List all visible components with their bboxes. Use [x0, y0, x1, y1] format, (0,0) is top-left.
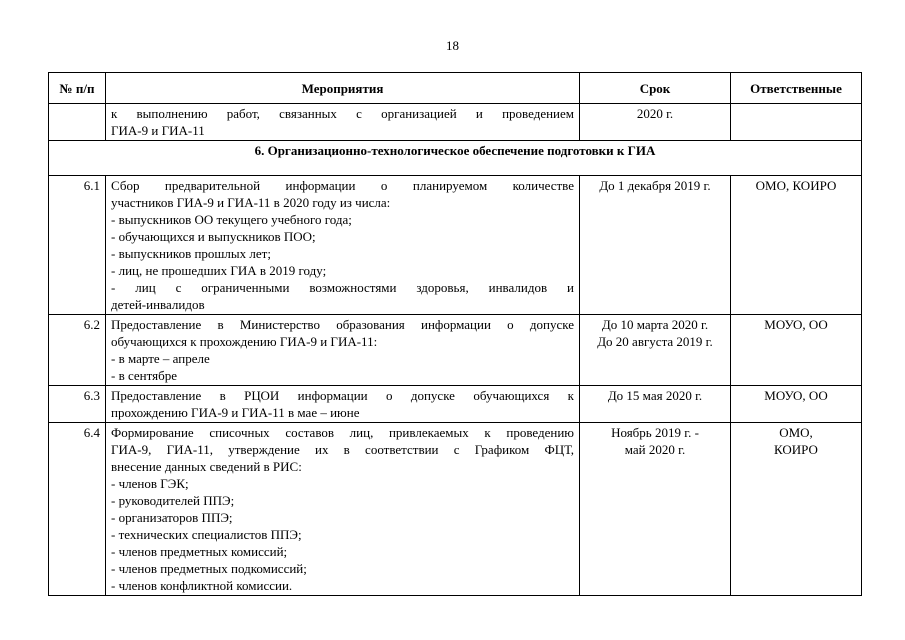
term-line: До 15 мая 2020 г.	[607, 388, 703, 403]
table-row-continuation	[49, 104, 862, 141]
cell-term	[580, 315, 731, 386]
event-line: - лиц, не прошедших ГИА в 2019 году;	[111, 263, 327, 278]
responsible-line: МОУО, ОО	[764, 388, 828, 403]
page-number: 18	[446, 38, 459, 53]
cell-responsible	[731, 176, 862, 315]
term-line: Ноябрь 2019 г. -	[611, 425, 699, 440]
event-line: - в сентябре	[111, 368, 177, 383]
cell-event	[106, 423, 580, 596]
responsible-line: КОИРО	[774, 442, 818, 457]
event-line: прохождению ГИА-9 и ГИА-11 в мае – июне	[111, 405, 360, 420]
section-title: 6. Организационно-технологическое обеспечение подготовки к ГИА	[49, 141, 862, 176]
events-table	[48, 72, 862, 596]
cell-term: 2020 г.	[580, 104, 731, 141]
cell-responsible	[731, 104, 862, 141]
term-line: До 10 марта 2020 г.	[601, 317, 709, 332]
event-line: - выпускников прошлых лет;	[111, 246, 271, 261]
event-line: - членов предметных комиссий;	[111, 544, 288, 559]
table-row	[49, 176, 862, 315]
term-line: май 2020 г.	[624, 442, 686, 457]
responsible-line: ОМО,	[779, 425, 813, 440]
cell-number: 6.1	[49, 176, 106, 315]
header-responsible: Ответственные	[731, 73, 862, 104]
event-line: - членов предметных подкомиссий;	[111, 561, 307, 576]
event-line: Сбор предварительной информации о планируемом количестве	[111, 178, 574, 193]
event-line: внесение данных сведений в РИС:	[111, 459, 302, 474]
cell-event	[106, 386, 580, 423]
event-line: - технических специалистов ППЭ;	[111, 527, 302, 542]
cell-number	[49, 104, 106, 141]
event-line: - организаторов ППЭ;	[111, 510, 233, 525]
event-line: - лиц с ограниченными возможностями здоровья, инвалидов и	[111, 280, 574, 295]
event-line: Предоставление в Министерство образования информации о допуске	[111, 317, 574, 332]
header-number: № п/п	[49, 73, 106, 104]
cell-responsible	[731, 423, 862, 596]
event-line: Предоставление в РЦОИ информации о допуске обучающихся к	[111, 388, 574, 403]
table-row	[49, 386, 862, 423]
cell-event	[106, 176, 580, 315]
cell-number: 6.3	[49, 386, 106, 423]
cell-term	[580, 386, 731, 423]
event-line: - обучающихся и выпускников ПОО;	[111, 229, 316, 244]
cell-term	[580, 176, 731, 315]
header-events: Мероприятия	[106, 73, 580, 104]
table-row	[49, 423, 862, 596]
responsible-line: МОУО, ОО	[764, 317, 828, 332]
event-line: - членов ГЭК;	[111, 476, 189, 491]
cell-event	[106, 104, 580, 141]
cell-responsible	[731, 386, 862, 423]
term-line: До 20 августа 2019 г.	[597, 334, 713, 349]
event-line: ГИА-9 и ГИА-11	[111, 123, 205, 138]
event-line: ГИА-9, ГИА-11, утверждение их в соответствии с Графиком ФЦТ,	[111, 442, 574, 457]
cell-number: 6.2	[49, 315, 106, 386]
event-line: - членов конфликтной комиссии.	[111, 578, 293, 593]
event-line: - выпускников ОО текущего учебного года;	[111, 212, 352, 227]
responsible-line: ОМО, КОИРО	[755, 178, 837, 193]
event-line: детей-инвалидов	[111, 297, 205, 312]
event-line: - руководителей ППЭ;	[111, 493, 235, 508]
event-line: обучающихся к прохождению ГИА-9 и ГИА-11:	[111, 334, 378, 349]
event-line: участников ГИА-9 и ГИА-11 в 2020 году из числа:	[111, 195, 391, 210]
cell-event	[106, 315, 580, 386]
section-row	[49, 141, 862, 176]
event-line: Формирование списочных составов лиц, привлекаемых к проведению	[111, 425, 574, 440]
cell-number: 6.4	[49, 423, 106, 596]
event-line: - в марте – апреле	[111, 351, 210, 366]
cell-responsible	[731, 315, 862, 386]
table-row	[49, 315, 862, 386]
cell-term	[580, 423, 731, 596]
table-header-row	[49, 73, 862, 104]
header-term: Срок	[580, 73, 731, 104]
term-line: До 1 декабря 2019 г.	[599, 178, 711, 193]
event-line: к выполнению работ, связанных с организацией и проведением	[111, 106, 574, 121]
